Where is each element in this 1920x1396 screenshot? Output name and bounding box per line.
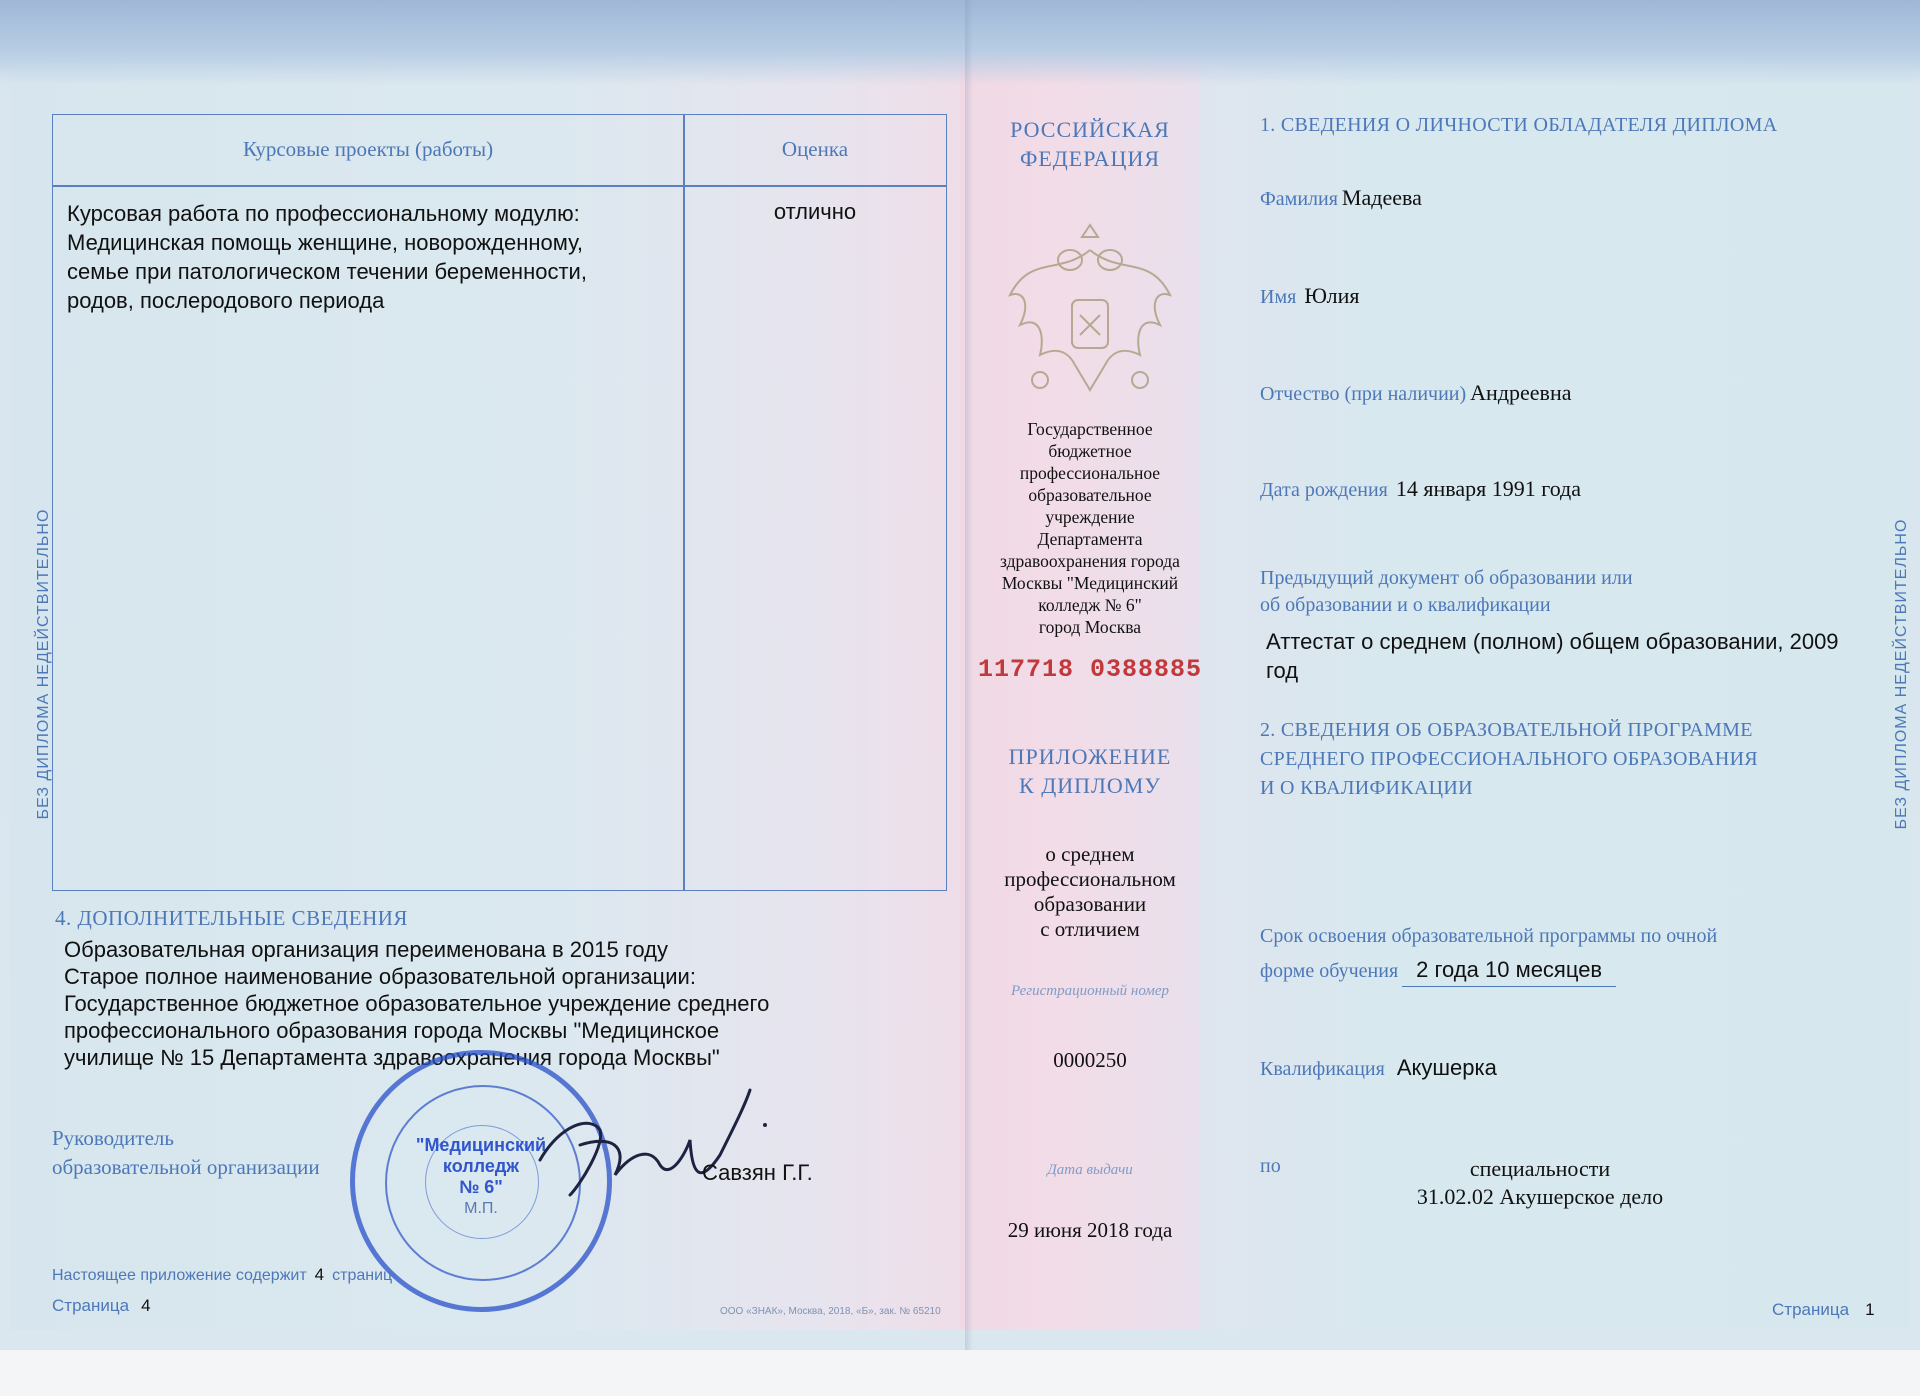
table-header-grade: Оценка <box>781 137 849 161</box>
org-line: учреждение <box>1045 507 1135 527</box>
specialty-label: по <box>1260 1155 1281 1177</box>
coat-of-arms-icon <box>1000 215 1180 415</box>
issuing-organization <box>975 418 1205 638</box>
additional-info-title: 4. ДОПОЛНИТЕЛЬНЫЕ СВЕДЕНИЯ <box>55 906 408 930</box>
left-page-number <box>52 1296 151 1316</box>
patronymic-value: Андреевна <box>1470 380 1572 405</box>
surname-label: Фамилия <box>1260 188 1338 210</box>
registration-number-label: Регистрационный номер <box>1010 983 1169 999</box>
specialty-value <box>1340 1155 1740 1211</box>
country-title <box>975 115 1205 173</box>
org-line: образовательное <box>1028 485 1152 505</box>
page-number-value: 1 <box>1865 1300 1875 1319</box>
head-label-line: Руководитель <box>52 1126 174 1150</box>
pages-count-value: 4 <box>314 1265 325 1284</box>
additional-line: Образовательная организация переименована в 2015 году <box>64 937 668 962</box>
right-page-number <box>1772 1300 1875 1320</box>
serial-number: 117718 0388885 <box>977 655 1203 684</box>
country-line: РОССИЙСКАЯ <box>1010 117 1170 142</box>
patronymic-row <box>1260 380 1571 406</box>
project-line: семье при патологическом течении беременности, <box>67 259 587 284</box>
org-line: бюджетное <box>1048 441 1132 461</box>
additional-line: профессионального образования города Москвы "Медицинское <box>64 1018 720 1043</box>
page-fold <box>965 0 973 1350</box>
name-row <box>1260 283 1360 309</box>
dob-label: Дата рождения <box>1260 479 1388 501</box>
patronymic-label: Отчество (при наличии) <box>1260 383 1467 405</box>
appendix-title <box>975 742 1205 800</box>
table-header-projects: Курсовые проекты (работы) <box>242 137 494 161</box>
pages-count-line <box>52 1265 392 1285</box>
term-label-line: Срок освоения образовательной программы по очной <box>1260 925 1718 947</box>
specialty-label-row <box>1260 1155 1281 1178</box>
org-line: город Москва <box>1038 617 1142 637</box>
page-number-value: 4 <box>141 1296 151 1315</box>
study-term-row <box>1260 920 1717 989</box>
project-grade: отлично <box>773 199 857 224</box>
prev-doc-value-line: год <box>1266 658 1299 683</box>
right-vertical-watermark: БЕЗ ДИПЛОМА НЕДЕЙСТВИТЕЛЬНО <box>1893 518 1910 830</box>
name-label: Имя <box>1260 286 1297 308</box>
additional-line: Государственное бюджетное образовательное учреждение среднего <box>64 991 770 1016</box>
table-row <box>67 199 667 315</box>
prev-doc-label-line: об образовании и о квалификации <box>1260 594 1551 616</box>
scan-bottom-margin <box>0 1350 1920 1396</box>
pages-count-label: Настоящее приложение содержит <box>52 1267 307 1284</box>
prev-document-label <box>1260 565 1633 619</box>
specialty-line: специальности <box>1469 1156 1611 1181</box>
course-projects-table <box>52 114 947 891</box>
additional-line: училище № 15 Департамента здравоохранения города Москвы" <box>64 1045 720 1070</box>
section2-line: СРЕДНЕГО ПРОФЕССИОНАЛЬНОГО ОБРАЗОВАНИЯ <box>1260 748 1758 770</box>
prev-doc-label-line: Предыдущий документ об образовании или <box>1260 567 1633 589</box>
prev-doc-value-line: Аттестат о среднем (полном) общем образовании, 2009 <box>1266 629 1839 654</box>
name-value: Юлия <box>1304 283 1360 308</box>
project-line: Медицинская помощь женщине, новорожденному, <box>67 230 584 255</box>
section2-line: 2. СВЕДЕНИЯ ОБ ОБРАЗОВАТЕЛЬНОЙ ПРОГРАММЕ <box>1260 719 1753 741</box>
org-line: колледж № 6" <box>1038 595 1142 615</box>
table-header-divider <box>53 185 946 187</box>
org-line: Москвы "Медицинский <box>1001 573 1179 593</box>
page-label: Страница <box>52 1296 130 1315</box>
section1-title: 1. СВЕДЕНИЯ О ЛИЧНОСТИ ОБЛАДАТЕЛЯ ДИПЛОМА <box>1260 114 1778 136</box>
printer-imprint: ООО «ЗНАК», Москва, 2018, «Б», зак. № 65210 <box>720 1306 941 1317</box>
section2-line: И О КВАЛИФИКАЦИИ <box>1260 777 1473 799</box>
seal-line: "Медицинский <box>415 1135 547 1155</box>
specialty-line: 31.02.02 Акушерское дело <box>1416 1184 1664 1209</box>
qualification-row <box>1260 1055 1497 1081</box>
head-of-organization-label <box>52 1124 320 1182</box>
registration-number: 0000250 <box>1053 1048 1127 1072</box>
level-line: образовании <box>1033 892 1147 916</box>
additional-line: Старое полное наименование образовательной организации: <box>64 964 696 989</box>
prev-document-value <box>1266 627 1876 685</box>
org-line: профессиональное <box>1019 463 1161 483</box>
term-value: 2 года 10 месяцев <box>1402 953 1616 987</box>
level-line: с отличием <box>1040 917 1140 941</box>
qualification-value: Акушерка <box>1396 1055 1497 1080</box>
seal-mp: М.П. <box>464 1200 498 1217</box>
org-line: Департамента <box>1037 529 1143 549</box>
right-page-background <box>1200 40 1910 1330</box>
head-label-line: образовательной организации <box>52 1155 320 1179</box>
top-border-band <box>0 0 1920 85</box>
dob-value: 14 января 1991 года <box>1395 476 1582 501</box>
issue-date-label: Дата выдачи <box>1047 1162 1133 1178</box>
head-name: Савзян Г.Г. <box>702 1160 813 1185</box>
qualification-label: Квалификация <box>1260 1058 1385 1080</box>
dob-row <box>1260 476 1581 502</box>
org-line: здравоохранения города <box>1000 551 1180 571</box>
issue-date: 29 июня 2018 года <box>1007 1218 1173 1242</box>
surname-value: Мадеева <box>1341 185 1422 210</box>
table-column-divider <box>683 115 685 890</box>
project-line: родов, послеродового периода <box>67 288 385 313</box>
seal-line: № 6" <box>459 1177 503 1197</box>
country-line: ФЕДЕРАЦИЯ <box>1019 146 1161 171</box>
term-label-line: форме обучения <box>1260 960 1399 982</box>
project-line: Курсовая работа по профессиональному модулю: <box>67 201 580 226</box>
seal-line: колледж <box>442 1156 520 1176</box>
section2-title <box>1260 716 1758 803</box>
pages-count-suffix: страниц <box>332 1267 393 1284</box>
education-level <box>975 842 1205 942</box>
surname-row <box>1260 185 1422 211</box>
appendix-line: ПРИЛОЖЕНИЕ <box>1008 744 1172 769</box>
org-line: Государственное <box>1027 419 1153 439</box>
level-line: профессиональном <box>1004 867 1176 891</box>
page-label: Страница <box>1772 1300 1850 1319</box>
signature <box>520 1085 780 1205</box>
appendix-line: К ДИПЛОМУ <box>1019 773 1161 798</box>
left-vertical-watermark: БЕЗ ДИПЛОМА НЕДЕЙСТВИТЕЛЬНО <box>35 508 52 820</box>
level-line: о среднем <box>1045 842 1135 866</box>
